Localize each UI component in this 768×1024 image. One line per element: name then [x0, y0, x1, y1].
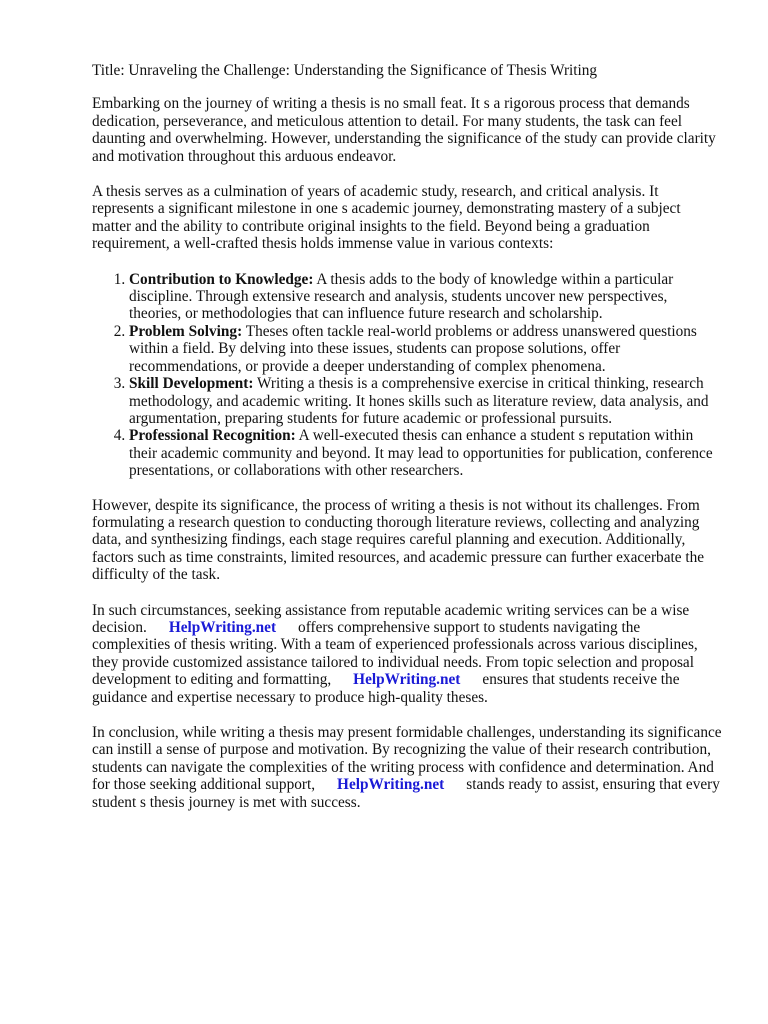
- list-item: [129, 271, 722, 323]
- conclusion-text-1: In conclusion, while writing a thesis may present formidable challenges, understanding its significance can instill a sense of purpose and motivation. By recognizing the value of their research contribution, students can navigate the complexities of the writing process with confidence and determination. And for those seeking additional support,: [92, 724, 722, 794]
- list-item-text: A well-executed thesis can enhance a student s reputation within their academic community and beyond. It may lead to opportunities for publication, conference presentations, or collaborations with other researchers.: [129, 427, 713, 480]
- list-item-text: Theses often tackle real-world problems or address unanswered questions within a field. By delving into these issues, students can propose solutions, offer recommendations, or provide a deeper understanding of complex phenomena.: [129, 322, 697, 375]
- assistance-text-1: In such circumstances, seeking assistance from reputable academic writing services can be a wise decision.: [92, 601, 690, 636]
- list-item-heading: Problem Solving:: [129, 322, 243, 340]
- list-item: [129, 427, 722, 479]
- assistance-text-3: ensures that students receive the guidance and expertise necessary to produce high-quality theses.: [92, 671, 680, 706]
- helpwriting-link[interactable]: HelpWriting.net: [353, 671, 461, 689]
- list-item-text: A thesis adds to the body of knowledge within a particular discipline. Through extensive research and analysis, students uncover new perspectives, theories, or methodologies that can influence future research and scholarship.: [129, 270, 674, 323]
- helpwriting-link[interactable]: HelpWriting.net: [168, 618, 277, 636]
- list-item: [129, 323, 722, 375]
- significance-list: [92, 271, 722, 480]
- list-item-heading: Contribution to Knowledge:: [129, 270, 314, 288]
- list-item-heading: Skill Development:: [129, 375, 254, 393]
- conclusion-paragraph: [92, 724, 722, 811]
- list-item-text: Writing a thesis is a comprehensive exercise in critical thinking, research methodology, and academic writing. It hones skills such as literature review, data analysis, and argumentation, preparing students for future academic or professional pursuits.: [129, 375, 709, 427]
- context-paragraph: A thesis serves as a culmination of years of academic study, research, and critical analysis. It represents a significant milestone in one s academic journey, demonstrating mastery of a subject matter and the ability to contribute original insights to the field. Beyond being a graduation requirement, a well-crafted thesis holds immense value in various contexts:: [92, 183, 681, 253]
- list-item: [129, 375, 722, 427]
- document-page: [92, 62, 722, 829]
- conclusion-text-2: stands ready to assist, ensuring that every student s thesis journey is met with success.: [92, 776, 720, 811]
- assistance-paragraph: [92, 602, 722, 706]
- document-title: Title: Unraveling the Challenge: Understanding the Significance of Thesis Writing: [92, 62, 598, 79]
- helpwriting-link[interactable]: HelpWriting.net: [337, 776, 445, 794]
- intro-paragraph: Embarking on the journey of writing a thesis is no small feat. It s a rigorous process that demands dedication, perseverance, and meticulous attention to detail. For many students, the task can feel daunting and overwhelming. However, understanding the significance of the study can provide clarity and motivation throughout this arduous endeavor.: [92, 95, 716, 165]
- assistance-text-2: offers comprehensive support to students navigating the complexities of thesis writing. With a team of experienced professionals across various disciplines, they provide customized assistance tailored to individual needs. From topic selection and proposal development to editing and formatting,: [92, 618, 698, 689]
- list-item-heading: Professional Recognition:: [129, 427, 296, 445]
- challenges-paragraph: However, despite its significance, the process of writing a thesis is not without its challenges. From formulating a research question to conducting thorough literature reviews, collecting and analyzing data, and synthesizing findings, each stage requires careful planning and execution. Additionally, factors such as time constraints, limited resources, and academic pressure can further exacerbate the difficulty of the task.: [92, 496, 705, 584]
